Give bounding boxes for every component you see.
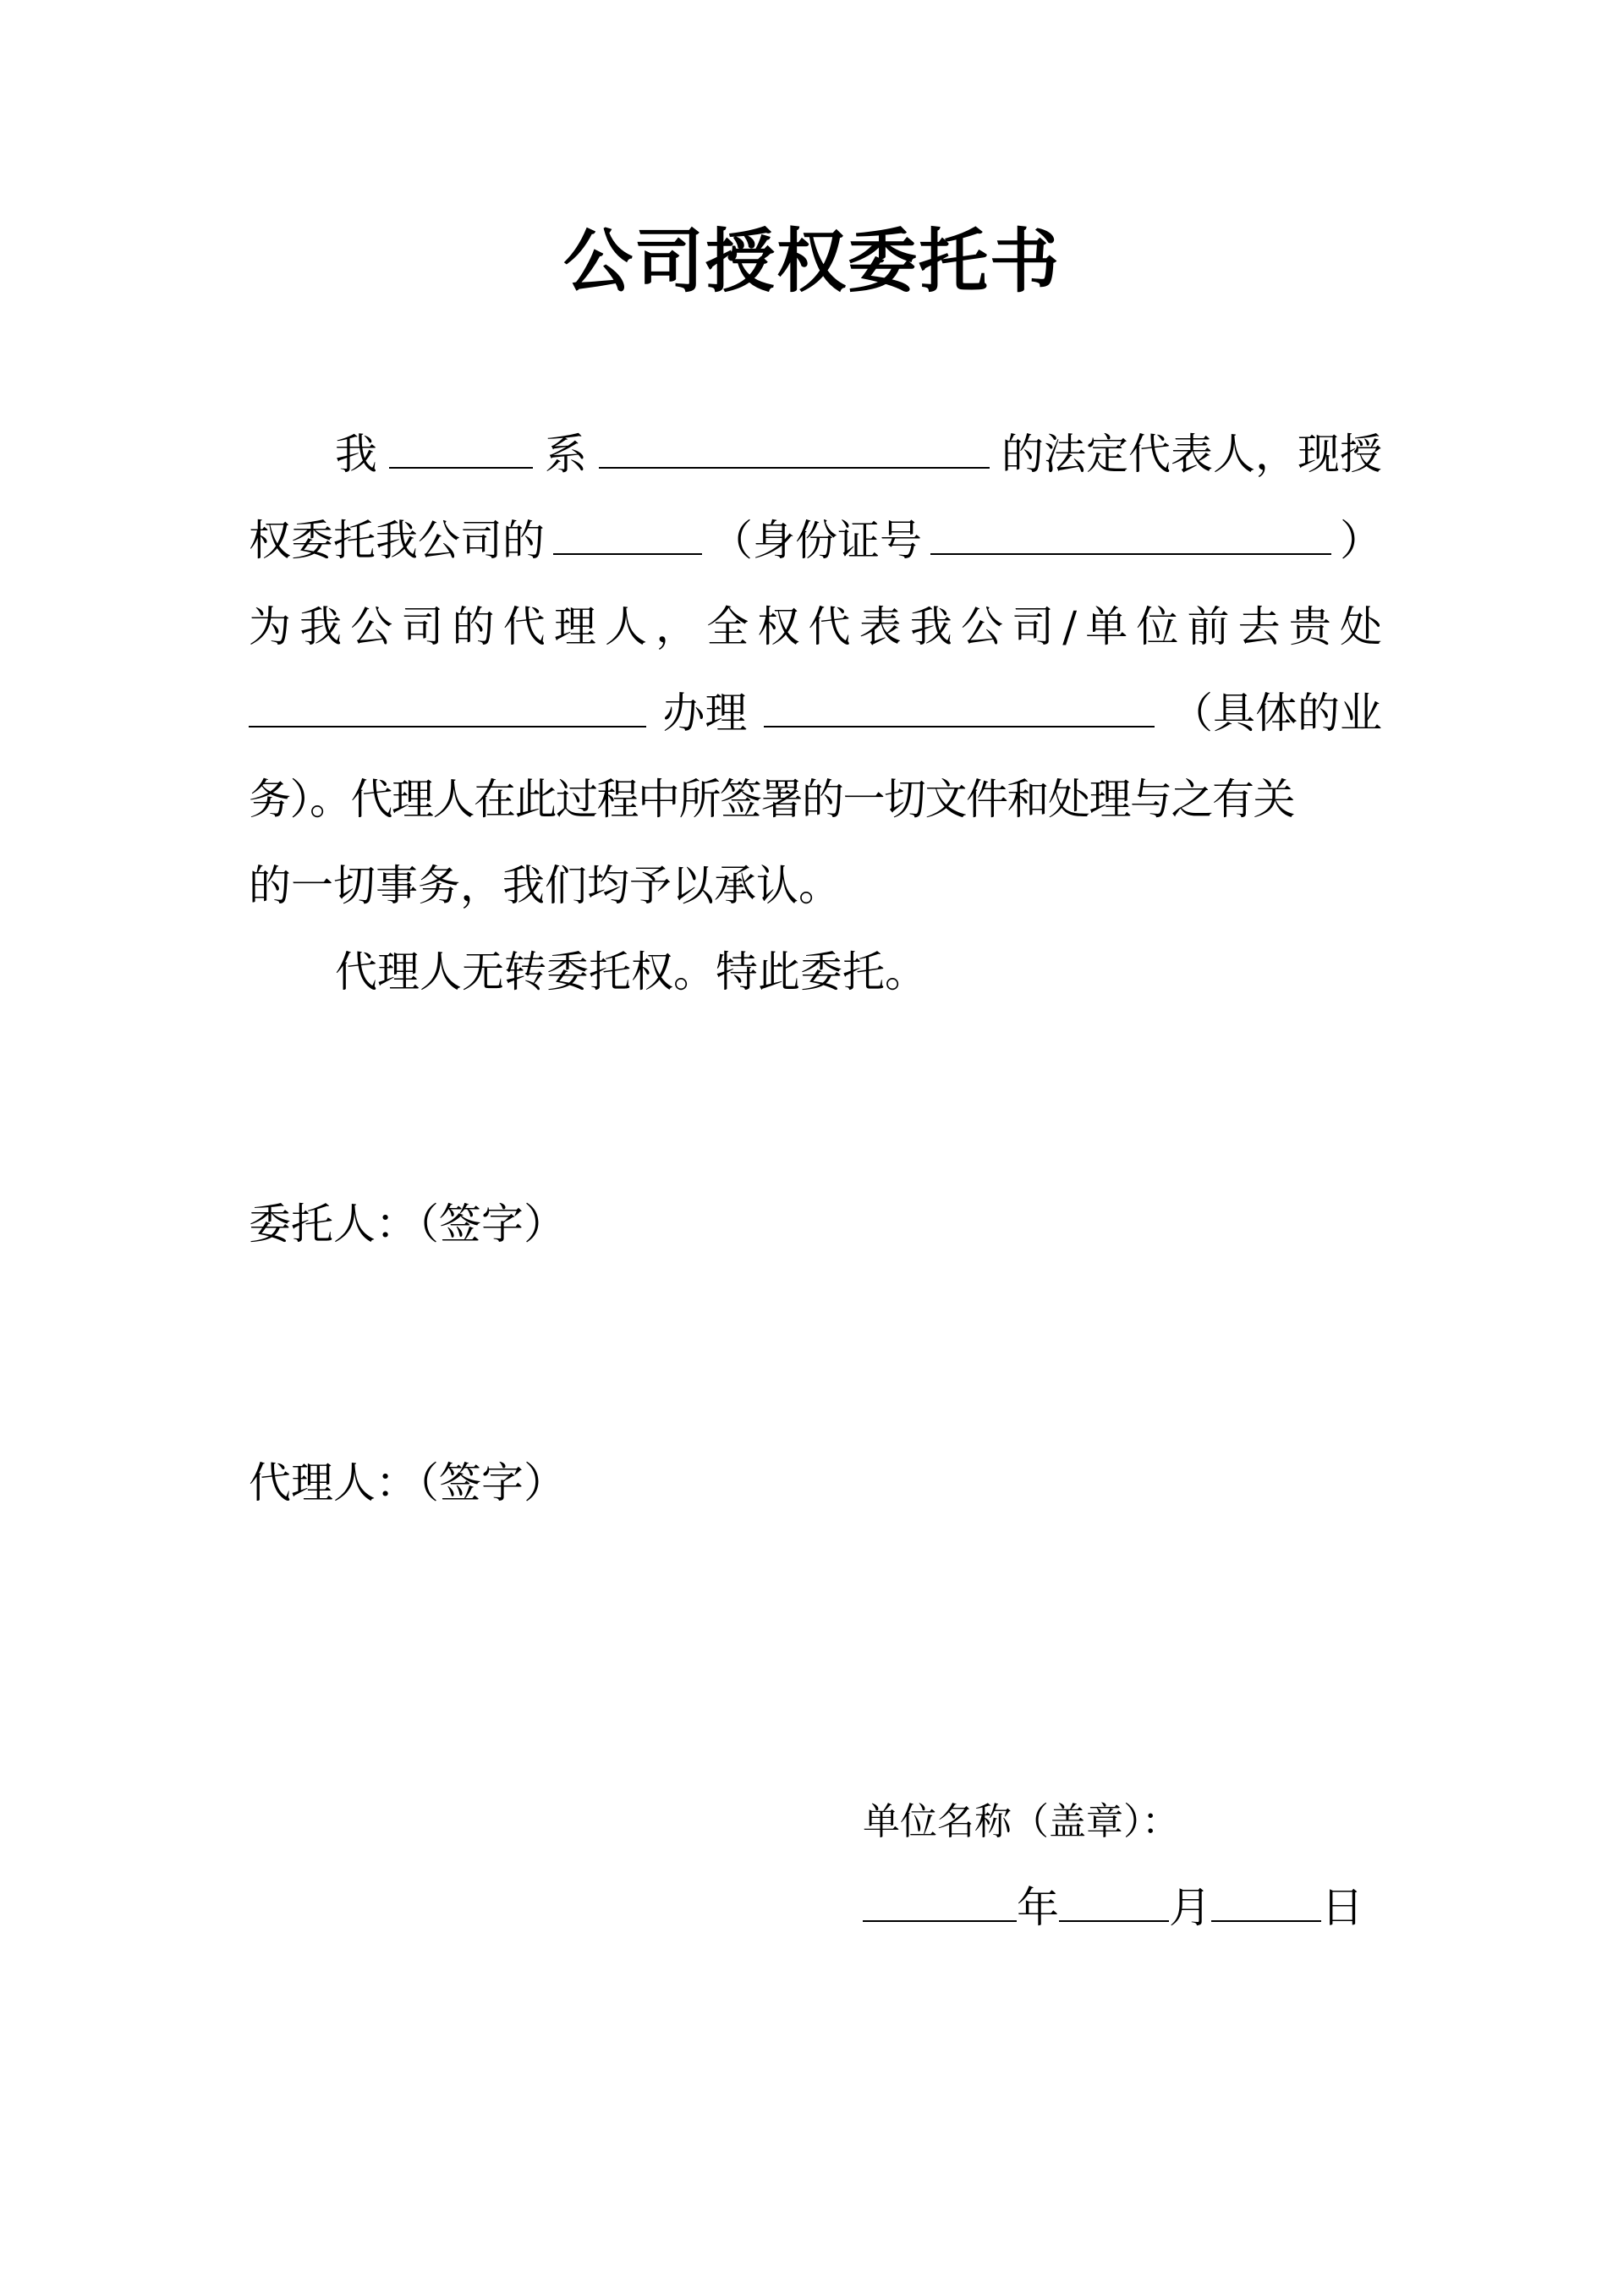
body-line-2 (249, 511, 1382, 570)
month-label: 月 (1169, 1883, 1211, 1932)
char: 公 (350, 602, 393, 651)
principal-signature-label: 委托人：（签字） (249, 1200, 566, 1249)
char: 全 (706, 602, 749, 651)
char: 我 (299, 602, 343, 651)
char: 处 (1339, 602, 1382, 651)
char: 为 (249, 602, 291, 651)
char: 司 (401, 602, 444, 651)
company-blank[interactable] (599, 425, 990, 469)
char: 代 (808, 602, 851, 651)
destination-blank[interactable] (249, 684, 646, 727)
body-line-4 (249, 684, 1382, 743)
name-blank[interactable] (389, 425, 533, 469)
body-line-3 (249, 597, 1382, 656)
char: 前 (1187, 602, 1230, 651)
document-title: 公司授权委托书 (562, 222, 1061, 302)
text-segment: 办理 (662, 689, 748, 738)
char: 去 (1237, 602, 1281, 651)
body-line-5: 务）。代理人在此过程中所签署的一切文件和处理与之有关 (249, 775, 1294, 824)
agent-signature-label: 代理人：（签字） (249, 1458, 566, 1507)
text-segment: 我 (335, 430, 377, 479)
date-line (863, 1878, 1363, 1937)
text-segment: 系 (545, 430, 587, 479)
text-segment: 的法定代表人，现授 (1001, 430, 1382, 479)
char: 位 (1136, 602, 1179, 651)
char: 贵 (1288, 602, 1331, 651)
char: 代 (502, 602, 546, 651)
business-blank[interactable] (764, 684, 1155, 727)
text-segment: 权委托我公司的 (249, 516, 545, 565)
char: / (1062, 602, 1078, 651)
year-blank[interactable] (863, 1878, 1017, 1922)
text-segment: ） (1340, 516, 1382, 565)
char: 公 (960, 602, 1003, 651)
year-label: 年 (1017, 1883, 1059, 1932)
agent-name-blank[interactable] (553, 511, 702, 555)
char: 理 (553, 602, 596, 651)
char: ， (656, 602, 699, 651)
body-line-6: 的一切事务，我们均予以承认。 (249, 861, 841, 910)
body-paragraph-2: 代理人无转委托权。特此委托。 (335, 947, 927, 997)
char: 人 (604, 602, 647, 651)
id-number-blank[interactable] (930, 511, 1331, 555)
char: 权 (757, 602, 800, 651)
unit-name-seal-label: 单位名称（盖章）： (863, 1800, 1179, 1843)
day-blank[interactable] (1211, 1878, 1321, 1922)
char: 表 (859, 602, 902, 651)
text-segment: （身份证号 (710, 516, 922, 565)
text-segment: （具体的业 (1170, 689, 1382, 738)
char: 单 (1085, 602, 1128, 651)
char: 司 (1012, 602, 1055, 651)
body-line-1 (249, 425, 1382, 484)
char: 我 (909, 602, 952, 651)
day-label: 日 (1321, 1883, 1363, 1932)
month-blank[interactable] (1059, 1878, 1169, 1922)
char: 的 (452, 602, 495, 651)
